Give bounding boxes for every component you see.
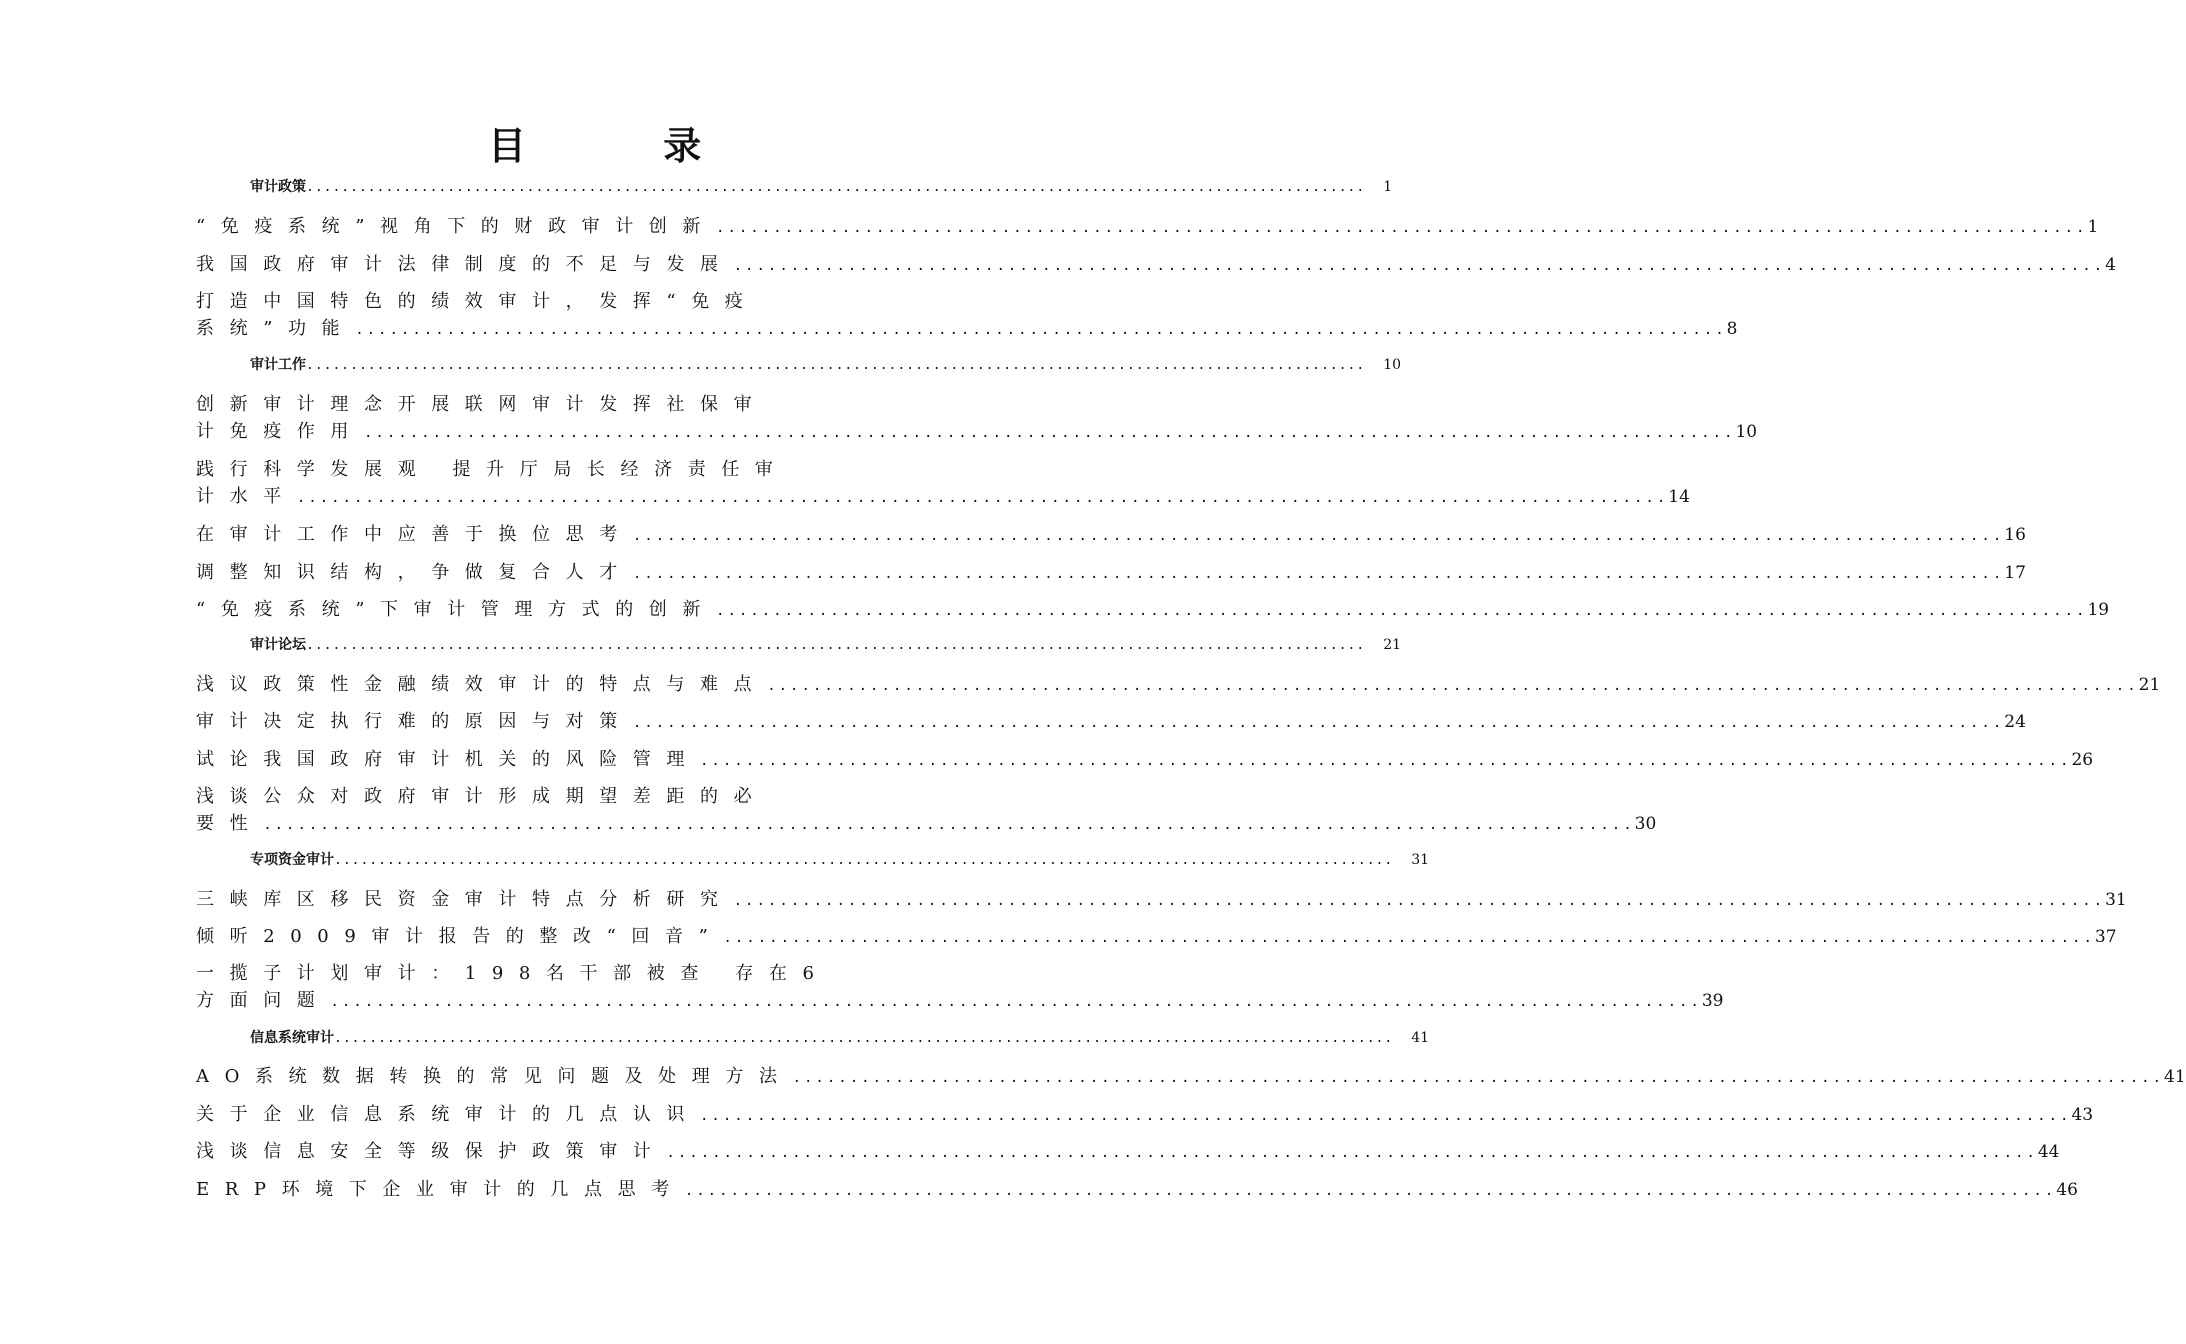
toc-entry-row xyxy=(196,670,2161,697)
toc-leader-dots: ........................................................................................................................ xyxy=(334,1031,1394,1046)
toc-section-title: 信息系统审计 xyxy=(250,1030,334,1046)
toc-entry-title-line1: 一揽子计划审计：198名干部被查 存在6 xyxy=(196,963,830,984)
toc-entry-row xyxy=(196,482,1690,509)
toc-entry-title: 试论我国政府审计机关的风险管理 xyxy=(196,749,700,770)
toc-leader-dots: ........................................................................................................................ xyxy=(632,566,2005,582)
toc-entry-title: 计水平 xyxy=(196,486,297,507)
toc-entry-row xyxy=(196,707,2026,734)
toc-entry-title: 要性 xyxy=(196,813,264,834)
toc-page-number: 41 xyxy=(1411,1030,1430,1046)
toc-page-number: 44 xyxy=(2037,1142,2060,1162)
toc-entry-row xyxy=(196,986,1724,1013)
toc-section-title: 审计论坛 xyxy=(250,637,306,653)
toc-entry-row xyxy=(196,1137,2060,1164)
toc-entry[interactable] xyxy=(196,745,2094,772)
toc-entry-row xyxy=(196,314,1738,341)
toc-page-number: 30 xyxy=(1634,814,1657,834)
toc-entry[interactable] xyxy=(196,1137,2060,1164)
toc-entry-title: 三峡库区移民资金审计特点分析研究 xyxy=(196,889,734,910)
toc-page-number: 21 xyxy=(1383,637,1402,653)
toc-leader-dots: ........................................................................................................................ xyxy=(334,853,1394,868)
toc-entry[interactable] xyxy=(196,390,1758,444)
toc-leader-dots: ........................................................................................................................ xyxy=(306,180,1366,195)
toc-leader-dots: ........................................................................................................................ xyxy=(733,258,2106,274)
toc-page-number: 16 xyxy=(2004,525,2026,545)
toc-entry-title: 方面问题 xyxy=(196,990,331,1011)
toc-leader-dots: ........................................................................................................................ xyxy=(723,930,2095,946)
toc-leader-dots: ........................................................................................................................ xyxy=(767,678,2139,694)
toc-entry-row xyxy=(196,1175,2078,1202)
toc-title: 目 录 xyxy=(488,123,764,168)
toc-entry[interactable] xyxy=(196,287,1738,341)
toc-page-number: 17 xyxy=(2004,563,2026,583)
toc-leader-dots: ........................................................................................................................ xyxy=(716,603,2088,619)
toc-page-number: 8 xyxy=(1726,319,1738,339)
toc-page-number: 26 xyxy=(2071,750,2094,770)
toc-leader-dots: ........................................................................................................................ xyxy=(700,753,2072,769)
toc-leader-dots: ........................................................................................................................ xyxy=(666,1145,2038,1161)
toc-entry-title: 计免疫作用 xyxy=(196,421,364,442)
toc-section-row[interactable] xyxy=(250,354,1402,374)
toc-entry-title: 浅议政策性金融绩效审计的特点与难点 xyxy=(196,674,768,695)
toc-entry[interactable] xyxy=(196,885,2127,912)
toc-entry-row xyxy=(196,417,1758,444)
toc-page-number: 1 xyxy=(1383,179,1393,195)
toc-page-number: 41 xyxy=(2164,1067,2186,1087)
toc-leader-dots: ........................................................................................................................ xyxy=(263,817,1635,833)
toc-leader-dots: ........................................................................................................................ xyxy=(684,1183,2057,1199)
toc-entry-row xyxy=(196,250,2116,277)
toc-entry[interactable] xyxy=(196,212,2099,239)
toc-section-row[interactable] xyxy=(250,1027,1430,1047)
toc-entry-row xyxy=(196,922,2117,949)
toc-page-number: 46 xyxy=(2056,1180,2078,1200)
toc-page-number: 4 xyxy=(2105,255,2116,275)
toc-entry[interactable] xyxy=(196,707,2026,734)
toc-page-number: 21 xyxy=(2138,675,2161,695)
toc-entry-title-line1: 打造中国特色的绩效审计，发挥“免疫 xyxy=(196,291,759,312)
toc-entry[interactable] xyxy=(196,1175,2078,1202)
toc-leader-dots: ........................................................................................................................ xyxy=(632,528,2005,544)
toc-entry-title: ERP环境下企业审计的几点思考 xyxy=(196,1179,685,1200)
toc-leader-dots: ........................................................................................................................ xyxy=(364,425,1736,441)
toc-entry-title-line1: 浅谈公众对政府审计形成期望差距的必 xyxy=(196,786,768,807)
toc-entry-row xyxy=(196,558,2026,585)
toc-section-row[interactable] xyxy=(250,849,1430,869)
toc-entry[interactable] xyxy=(196,558,2026,585)
toc-entry-row xyxy=(196,809,1657,836)
toc-section-title: 审计政策 xyxy=(250,179,306,195)
toc-leader-dots: ........................................................................................................................ xyxy=(306,358,1366,373)
toc-leader-dots: ........................................................................................................................ xyxy=(355,322,1727,338)
toc-entry-title: 调整知识结构，争做复合人才 xyxy=(196,562,633,583)
toc-entry-title: 我国政府审计法律制度的不足与发展 xyxy=(196,254,734,275)
toc-entry[interactable] xyxy=(196,520,2026,547)
toc-page-number: 37 xyxy=(2094,927,2117,947)
toc-leader-dots: ........................................................................................................................ xyxy=(306,638,1366,653)
toc-page-number: 31 xyxy=(1411,852,1430,868)
toc-page-number: 19 xyxy=(2087,600,2110,620)
toc-entry-title: 在审计工作中应善于换位思考 xyxy=(196,524,633,545)
toc-section-title: 审计工作 xyxy=(250,357,306,373)
toc-entry[interactable] xyxy=(196,1062,2186,1089)
toc-entry[interactable] xyxy=(196,782,1657,836)
toc-section-title: 专项资金审计 xyxy=(250,852,334,868)
toc-entry-row xyxy=(196,212,2099,239)
toc-leader-dots: ........................................................................................................................ xyxy=(700,1108,2072,1124)
toc-page-number: 10 xyxy=(1735,422,1758,442)
toc-page-number: 14 xyxy=(1668,487,1690,507)
toc-entry-title: 倾听2009审计报告的整改“回音” xyxy=(196,926,724,947)
toc-entry-row xyxy=(196,520,2026,547)
toc-entry-title: 关于企业信息系统审计的几点认识 xyxy=(196,1104,700,1125)
toc-entry-row xyxy=(196,745,2094,772)
toc-entry[interactable] xyxy=(196,670,2161,697)
toc-entry[interactable] xyxy=(196,1100,2094,1127)
toc-entry-title-line1: 践行科学发展观 提升厅局长经济责任审 xyxy=(196,459,789,480)
toc-leader-dots: ........................................................................................................................ xyxy=(632,715,2005,731)
toc-entry[interactable] xyxy=(196,455,1690,509)
toc-entry-row xyxy=(196,595,2110,622)
toc-entry-title: 浅谈信息安全等级保护政策审计 xyxy=(196,1141,667,1162)
toc-entry[interactable] xyxy=(196,959,1724,1013)
toc-entry-row xyxy=(196,885,2127,912)
toc-section-row[interactable] xyxy=(250,634,1402,654)
toc-page-number: 31 xyxy=(2105,890,2127,910)
toc-entry[interactable] xyxy=(196,595,2110,622)
toc-leader-dots: ........................................................................................................................ xyxy=(716,220,2088,236)
toc-leader-dots: ........................................................................................................................ xyxy=(792,1070,2165,1086)
toc-entry[interactable] xyxy=(196,922,2117,949)
toc-entry-title: AO系统数据转换的常见问题及处理方法 xyxy=(196,1066,793,1087)
toc-page-number: 10 xyxy=(1383,357,1402,373)
toc-entry-title-line1: 创新审计理念开展联网审计发挥社保审 xyxy=(196,394,768,415)
toc-page-number: 24 xyxy=(2004,712,2026,732)
toc-page-number: 39 xyxy=(1701,991,1724,1011)
toc-entry-row xyxy=(196,1100,2094,1127)
toc-leader-dots: ........................................................................................................................ xyxy=(733,893,2106,909)
toc-entry-row xyxy=(196,1062,2186,1089)
toc-entry-title: “免疫系统”视角下的财政审计创新 xyxy=(196,216,717,237)
toc-entry[interactable] xyxy=(196,250,2116,277)
toc-page-number: 43 xyxy=(2071,1105,2094,1125)
toc-entry-title: 系统”功能 xyxy=(196,318,356,339)
toc-page-number: 1 xyxy=(2087,217,2099,237)
toc-entry-title: 审计决定执行难的原因与对策 xyxy=(196,711,633,732)
toc-leader-dots: ........................................................................................................................ xyxy=(296,490,1669,506)
toc-section-row[interactable] xyxy=(250,176,1393,196)
toc-leader-dots: ........................................................................................................................ xyxy=(330,994,1702,1010)
toc-entry-title: “免疫系统”下审计管理方式的创新 xyxy=(196,599,717,620)
